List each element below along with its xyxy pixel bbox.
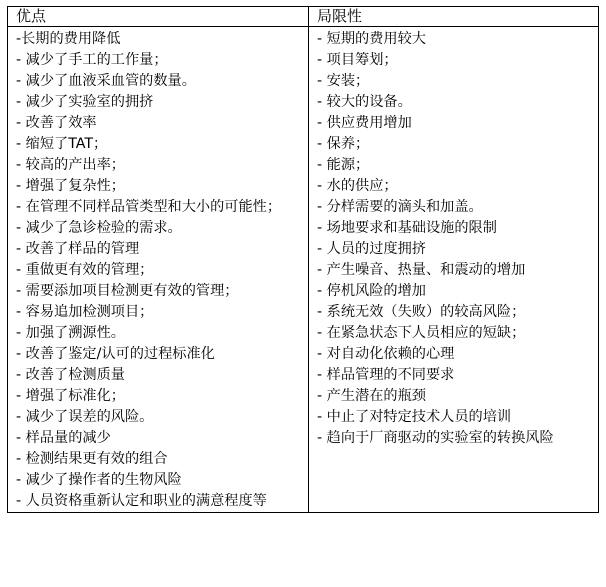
advantage-item: -长期的费用降低 xyxy=(16,31,121,47)
advantages-cell xyxy=(8,27,309,513)
advantage-item: - 重做更有效的管理； xyxy=(16,262,154,278)
advantage-item: - 减少了手工的工作量； xyxy=(16,52,168,68)
advantage-item: - 增强了复杂性； xyxy=(16,178,125,194)
advantage-item: - 人员资格重新认定和职业的满意程度等 xyxy=(16,493,267,509)
limitation-item: - 中止了对特定技术人员的培训 xyxy=(317,409,512,425)
advantage-item: - 减少了血液采血管的数量。 xyxy=(16,73,196,89)
advantage-item: - 减少了急诊检验的需求。 xyxy=(16,220,182,236)
header-advantages: 优点 xyxy=(8,7,309,27)
limitation-item: - 较大的设备。 xyxy=(317,94,412,110)
limitation-item: - 趋向于厂商驱动的实验室的转换风险 xyxy=(317,430,554,446)
content-row xyxy=(8,27,599,513)
limitation-item: - 样品管理的不同要求 xyxy=(317,367,455,383)
advantage-item: - 减少了误差的风险。 xyxy=(16,409,154,425)
limitations-cell xyxy=(309,27,599,513)
limitation-item: - 系统无效（失败）的较高风险； xyxy=(317,304,526,320)
limitation-item: - 能源； xyxy=(317,157,370,173)
advantage-item: - 加强了溯源性。 xyxy=(16,325,125,341)
advantage-item: - 减少了实验室的拥挤 xyxy=(16,94,154,110)
limitation-item: - 人员的过度拥挤 xyxy=(317,241,426,257)
advantage-item: - 增强了标准化； xyxy=(16,388,125,404)
limitation-item: - 项目筹划； xyxy=(317,52,398,68)
advantage-item: - 改善了样品的管理 xyxy=(16,241,140,257)
limitation-item: - 分样需要的滴头和加盖。 xyxy=(317,199,483,215)
limitation-item: - 场地要求和基础设施的限制 xyxy=(317,220,497,236)
limitation-item: - 保养； xyxy=(317,136,370,152)
limitation-item: - 产生噪音、热量、和震动的增加 xyxy=(317,262,526,278)
limitation-item: - 停机风险的增加 xyxy=(317,283,426,299)
limitation-item: - 短期的费用较大 xyxy=(317,31,426,47)
advantage-item: - 容易追加检测项目； xyxy=(16,304,154,320)
advantage-item: - 检测结果更有效的组合 xyxy=(16,451,168,467)
comparison-table xyxy=(7,6,599,513)
header-limitations: 局限性 xyxy=(309,7,599,27)
advantage-item: - 在管理不同样品管类型和大小的可能性； xyxy=(16,199,282,215)
advantage-item: - 需要添加项目检测更有效的管理； xyxy=(16,283,239,299)
advantage-item: - 减少了操作者的生物风险 xyxy=(16,472,182,488)
advantage-item: - 改善了鉴定/认可的过程标准化 xyxy=(16,346,215,362)
limitation-item: - 供应费用增加 xyxy=(317,115,412,131)
limitation-item: - 水的供应； xyxy=(317,178,398,194)
limitation-item: - 对自动化依赖的心理 xyxy=(317,346,455,362)
advantage-item: - 改善了效率 xyxy=(16,115,97,131)
header-row xyxy=(8,7,599,27)
advantage-item: - 改善了检测质量 xyxy=(16,367,125,383)
document-page xyxy=(7,6,598,513)
limitation-item: - 在紧急状态下人员相应的短缺； xyxy=(317,325,526,341)
advantage-item: - 较高的产出率； xyxy=(16,157,125,173)
limitation-item: - 产生潜在的瓶颈 xyxy=(317,388,426,404)
advantage-item: - 缩短了TAT； xyxy=(16,136,108,152)
advantage-item: - 样品量的减少 xyxy=(16,430,111,446)
limitation-item: - 安装； xyxy=(317,73,370,89)
